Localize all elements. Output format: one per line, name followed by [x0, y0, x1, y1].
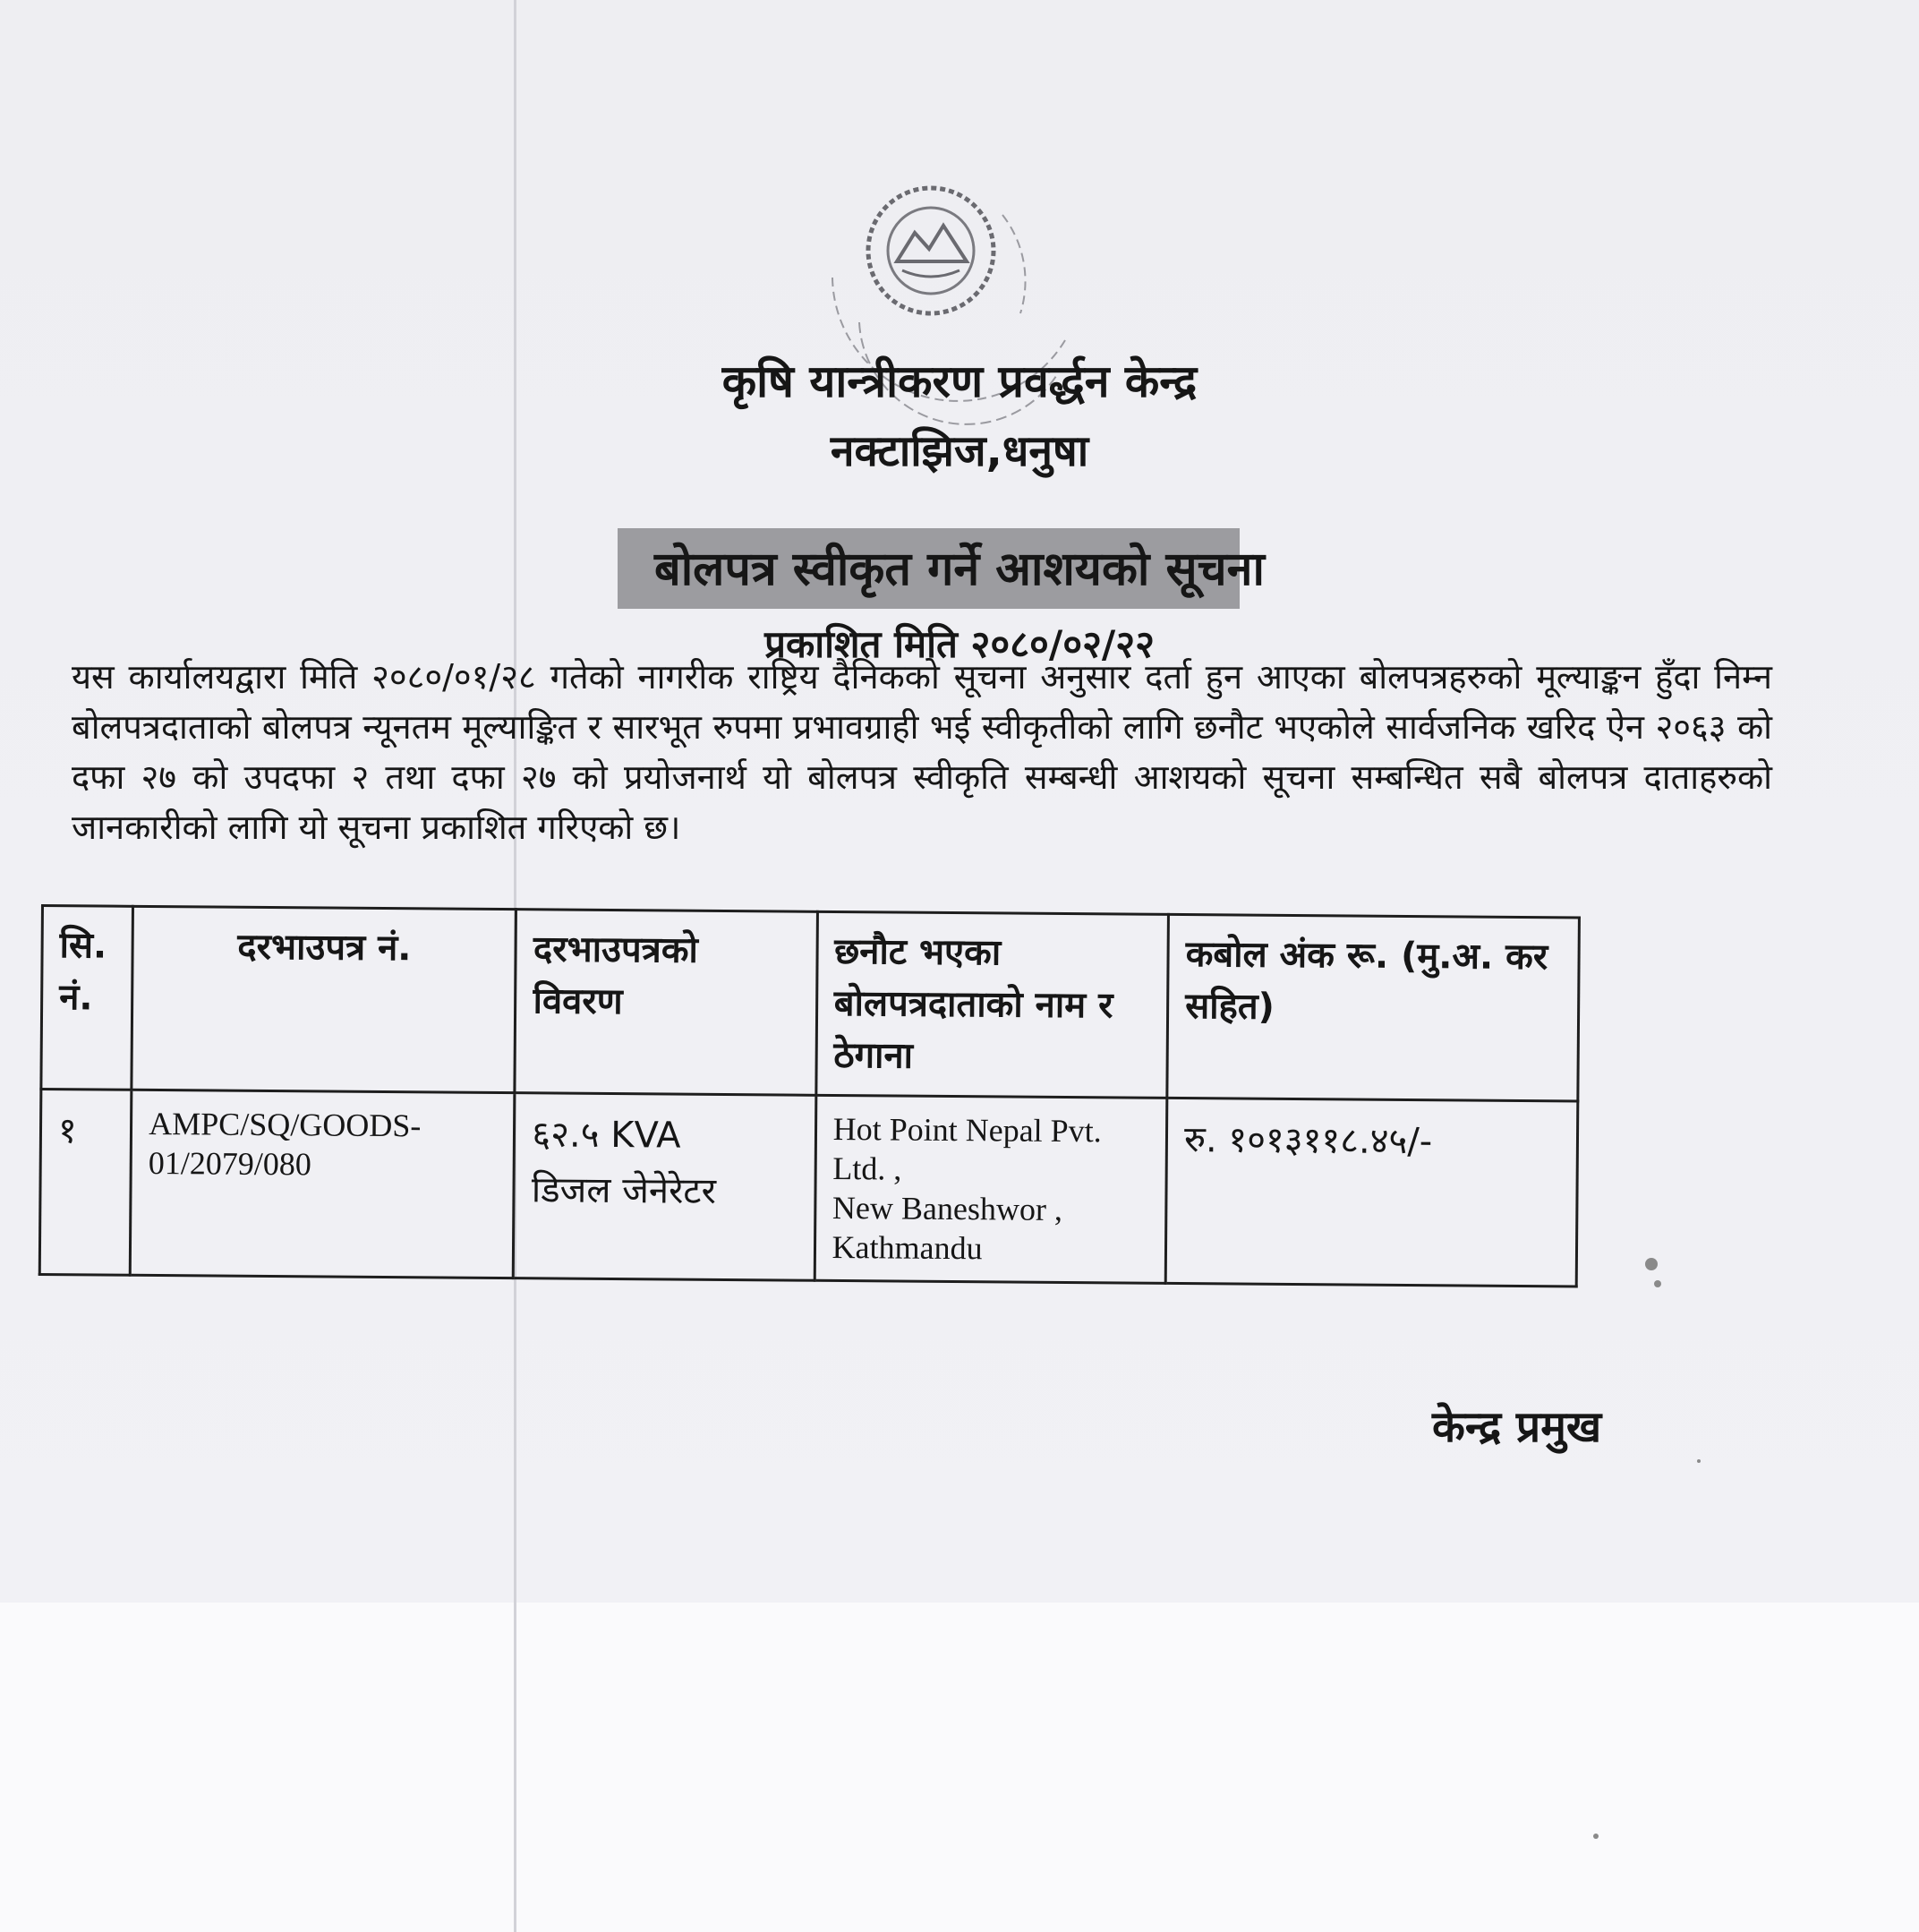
paper-speck [1654, 1280, 1661, 1287]
office-address: नक्टाझिज,धनुषा [830, 426, 1089, 476]
header-quotation-number: दरभाउपत्र नं. [132, 906, 516, 1092]
header-serial-number: सि. नं. [41, 906, 133, 1090]
paper-speck [1593, 1834, 1599, 1839]
description-line-2: डिजल जेनेरेटर [531, 1169, 717, 1212]
row-quotation-number: AMPC/SQ/GOODS-01/2079/080 [130, 1090, 515, 1278]
official-seal-stamp [797, 143, 1119, 466]
table-header-row [41, 906, 1580, 1101]
bidder-line-1: Hot Point Nepal Pvt. Ltd. , [832, 1110, 1102, 1187]
signature-title: केन्द्र प्रमुख [1432, 1402, 1602, 1452]
paper-speck [1697, 1459, 1701, 1463]
bid-selection-table [38, 904, 1581, 1287]
notice-body: यस कार्यालयद्वारा मिति २०८०/०१/२८ गतेको नागरीक राष्ट्रिय दैनिकको सूचना अनुसार दर्ता हुन आएका बोलपत्रहरुको मूल्याङ्कन हुँदा निम्न बोलपत्रदाताको बोलपत्र न्यूनतम मूल्याङ्कित र सारभूत रुपमा प्रभावग्राही भई स्वीकृतीको लागि छनौट भएकोले सार्वजनिक खरिद ऐन २०६३ को दफा २७ को उपदफा २ तथा दफा २७ को प्रयोजनार्थ यो बोलपत्र स्वीकृति सम्बन्धी आशयको सूचना सम्बन्धित सबै बोलपत्र दाताहरुको जानकारीको लागि यो सूचना प्रकाशित गरिएको छ। [72, 657, 1772, 847]
row-quotation-description [514, 1093, 816, 1281]
organization-name: कृषि यान्त्रीकरण प्रवर्द्धन केन्द्र [721, 355, 1198, 407]
table-row [39, 1090, 1578, 1287]
published-date: प्रकाशित मिति २०८०/०२/२२ [764, 622, 1155, 666]
header-bidder-name-address: छनौट भएका बोलपत्रदाताको नाम र ठेगाना [815, 911, 1168, 1098]
paper-speck [1645, 1258, 1658, 1270]
bidder-line-2: New Baneshwor , [832, 1189, 1063, 1227]
paper-bottom-margin [0, 1603, 1919, 1932]
row-bid-amount: रु. १०१३११८.४५/- [1165, 1098, 1578, 1287]
description-line-1: ६२.५ KVA [532, 1114, 681, 1157]
bidder-line-3: Kathmandu [832, 1228, 983, 1267]
notice-title: बोलपत्र स्वीकृत गर्ने आशयको सूचना [654, 543, 1265, 596]
row-bidder-name-address [815, 1095, 1167, 1283]
row-serial-number: १ [39, 1090, 132, 1276]
header-quotation-description: दरभाउपत्रको विवरण [515, 910, 817, 1096]
header-bid-amount: कबोल अंक रू. (मु.अ. कर सहित) [1167, 914, 1580, 1101]
